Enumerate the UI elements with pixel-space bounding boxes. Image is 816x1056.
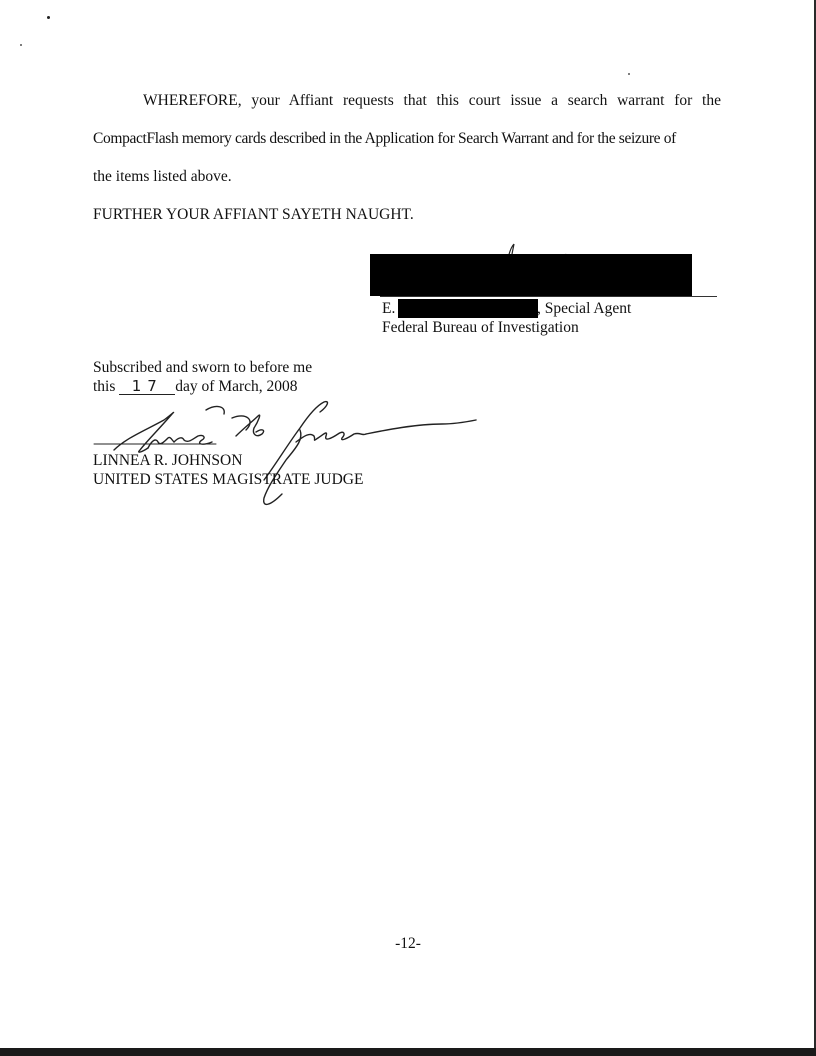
affiant-agency: Federal Bureau of Investigation (382, 319, 579, 336)
redaction-affiant-signature (370, 254, 692, 296)
jurat-block (93, 358, 312, 396)
jurat-line-1: Subscribed and sworn to before me (93, 359, 313, 376)
jurat-day-handwritten: 17 (119, 379, 175, 395)
scan-border-bottom (0, 1048, 816, 1056)
affiant-title: , Special Agent (537, 300, 632, 317)
page-number: -12- (395, 935, 421, 952)
affiant-signature-line (380, 296, 717, 297)
affiant-initial: E. (382, 300, 396, 317)
paragraph-line-3: the items listed above. (93, 168, 232, 185)
scan-speck (628, 73, 630, 75)
redaction-affiant-name (398, 299, 538, 318)
paragraph-line-2: CompactFlash memory cards described in the Application for Search Warrant and for the seizure of (93, 130, 676, 147)
jurat-this-label: this (93, 378, 116, 395)
scan-speck (47, 16, 50, 19)
judge-title: UNITED STATES MAGISTRATE JUDGE (93, 471, 364, 488)
closing-statement: FURTHER YOUR AFFIANT SAYETH NAUGHT. (93, 206, 414, 223)
scan-speck (20, 44, 22, 46)
jurat-day-rest: day of March, 2008 (175, 378, 298, 395)
judge-name: LINNEA R. JOHNSON (93, 452, 243, 469)
paragraph-line-1: WHEREFORE, your Affiant requests that this court issue a search warrant for the (143, 92, 721, 109)
judge-block (93, 451, 363, 489)
